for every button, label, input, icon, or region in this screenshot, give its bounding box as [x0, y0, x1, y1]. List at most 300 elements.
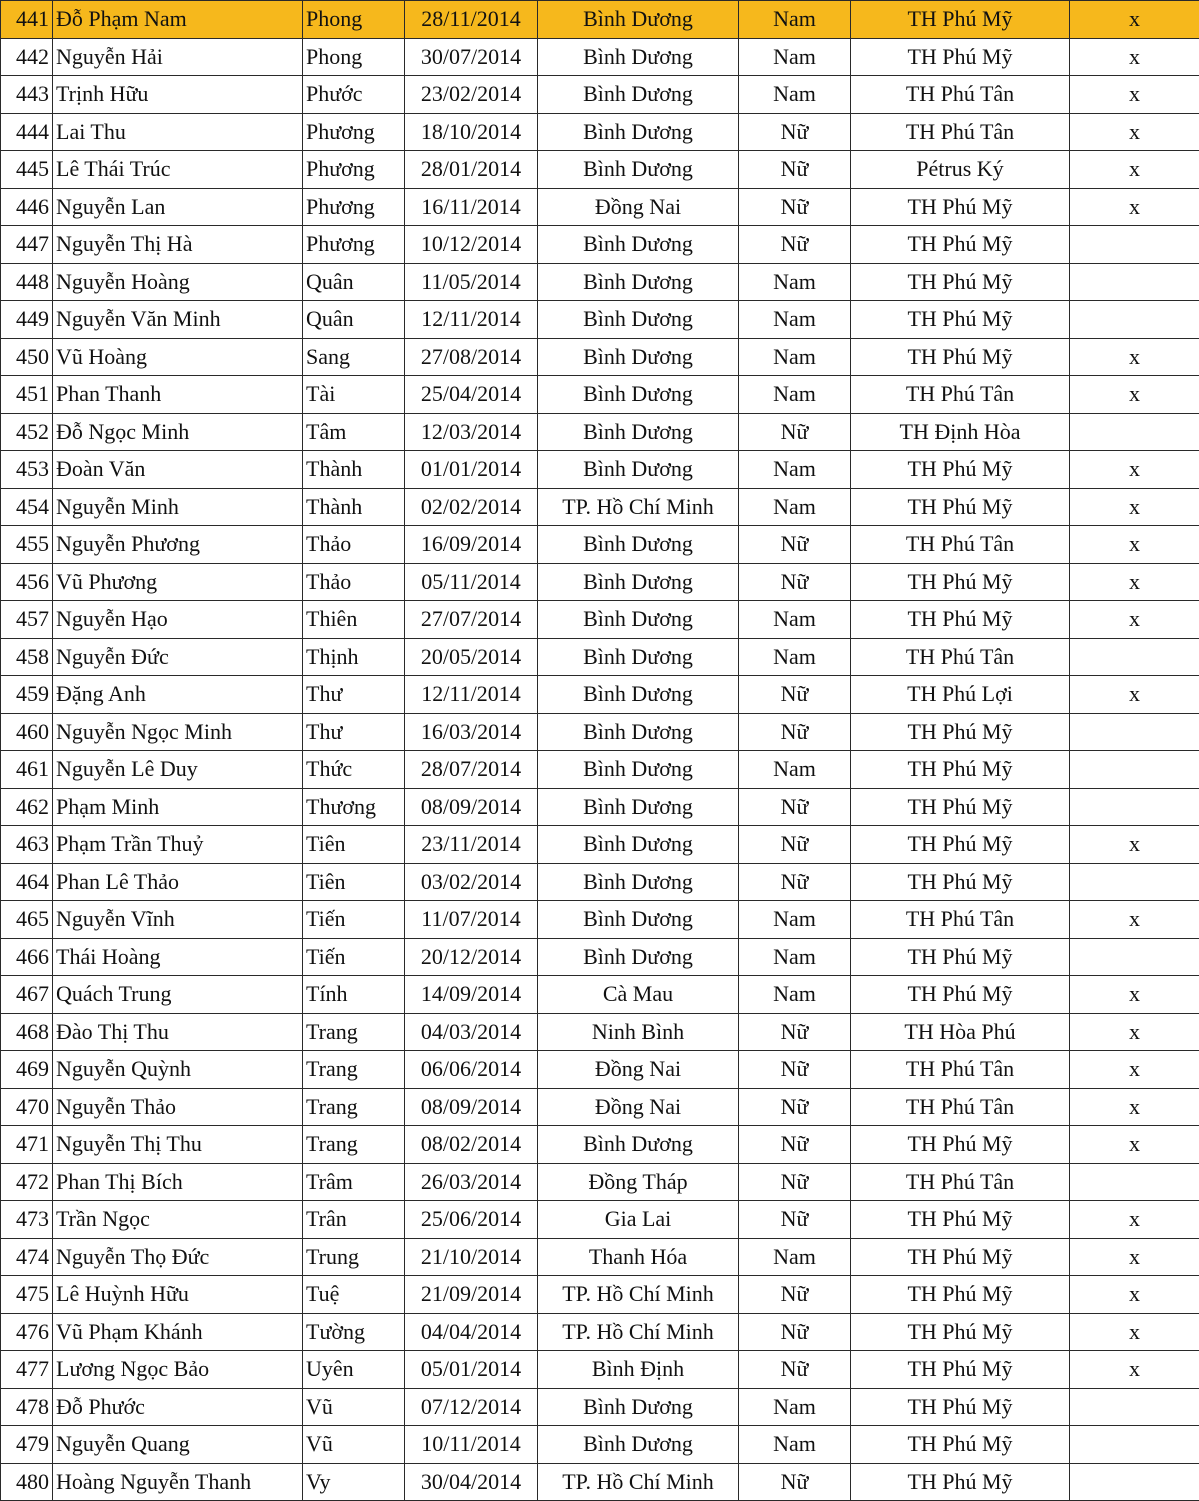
mark-cell: x	[1070, 1238, 1199, 1276]
mark-cell: x	[1070, 376, 1199, 414]
gender-cell: Nữ	[739, 563, 851, 601]
school-cell: TH Phú Tân	[851, 638, 1070, 676]
mark-cell: x	[1070, 1351, 1199, 1389]
mark-cell: x	[1070, 601, 1199, 639]
gender-cell: Nam	[739, 976, 851, 1014]
row-number: 455	[1, 526, 53, 564]
gender-cell: Nam	[739, 263, 851, 301]
surname-cell: Phạm Minh	[53, 788, 303, 826]
table-row	[1, 413, 1199, 451]
mark-cell: x	[1070, 76, 1199, 114]
table-row	[1, 1388, 1199, 1426]
birthplace-cell: Bình Dương	[538, 1426, 739, 1464]
surname-cell: Hoàng Nguyễn Thanh	[53, 1463, 303, 1501]
school-cell: TH Phú Mỹ	[851, 1463, 1070, 1501]
table-row	[1, 526, 1199, 564]
given-name-cell: Sang	[303, 338, 405, 376]
gender-cell: Nữ	[739, 113, 851, 151]
surname-cell: Thái Hoàng	[53, 938, 303, 976]
gender-cell: Nữ	[739, 1013, 851, 1051]
school-cell: TH Phú Mỹ	[851, 563, 1070, 601]
gender-cell: Nam	[739, 376, 851, 414]
table-row	[1, 601, 1199, 639]
gender-cell: Nữ	[739, 151, 851, 189]
table-row	[1, 826, 1199, 864]
mark-cell	[1070, 713, 1199, 751]
given-name-cell: Phương	[303, 151, 405, 189]
birthplace-cell: Bình Định	[538, 1351, 739, 1389]
surname-cell: Lai Thu	[53, 113, 303, 151]
gender-cell: Nữ	[739, 226, 851, 264]
mark-cell: x	[1070, 151, 1199, 189]
mark-cell: x	[1070, 1051, 1199, 1089]
birthplace-cell: Bình Dương	[538, 151, 739, 189]
surname-cell: Lê Huỳnh Hữu	[53, 1276, 303, 1314]
row-number: 456	[1, 563, 53, 601]
given-name-cell: Phước	[303, 76, 405, 114]
given-name-cell: Quân	[303, 301, 405, 339]
gender-cell: Nữ	[739, 188, 851, 226]
school-cell: TH Phú Mỹ	[851, 976, 1070, 1014]
surname-cell: Trịnh Hữu	[53, 76, 303, 114]
birth-date-cell: 12/03/2014	[405, 413, 538, 451]
table-row	[1, 1351, 1199, 1389]
birth-date-cell: 16/09/2014	[405, 526, 538, 564]
row-number: 472	[1, 1163, 53, 1201]
surname-cell: Nguyễn Thảo	[53, 1088, 303, 1126]
birthplace-cell: Bình Dương	[538, 113, 739, 151]
mark-cell: x	[1070, 1013, 1199, 1051]
school-cell: TH Phú Tân	[851, 1163, 1070, 1201]
school-cell: TH Phú Tân	[851, 113, 1070, 151]
given-name-cell: Tâm	[303, 413, 405, 451]
school-cell: TH Phú Mỹ	[851, 1276, 1070, 1314]
given-name-cell: Thương	[303, 788, 405, 826]
given-name-cell: Tính	[303, 976, 405, 1014]
gender-cell: Nam	[739, 451, 851, 489]
given-name-cell: Thảo	[303, 563, 405, 601]
birthplace-cell: Đồng Nai	[538, 1088, 739, 1126]
table-row	[1, 338, 1199, 376]
table-row	[1, 451, 1199, 489]
table-row	[1, 1276, 1199, 1314]
mark-cell: x	[1070, 1, 1199, 39]
row-number: 478	[1, 1388, 53, 1426]
given-name-cell: Vũ	[303, 1426, 405, 1464]
school-cell: TH Phú Mỹ	[851, 263, 1070, 301]
school-cell: TH Phú Mỹ	[851, 1238, 1070, 1276]
birth-date-cell: 23/02/2014	[405, 76, 538, 114]
given-name-cell: Tiên	[303, 863, 405, 901]
birthplace-cell: Ninh Bình	[538, 1013, 739, 1051]
given-name-cell: Vũ	[303, 1388, 405, 1426]
given-name-cell: Vy	[303, 1463, 405, 1501]
surname-cell: Lương Ngọc Bảo	[53, 1351, 303, 1389]
school-cell: TH Phú Tân	[851, 526, 1070, 564]
table-row	[1, 376, 1199, 414]
row-number: 442	[1, 38, 53, 76]
school-cell: TH Phú Mỹ	[851, 713, 1070, 751]
school-cell: TH Phú Mỹ	[851, 488, 1070, 526]
school-cell: TH Phú Mỹ	[851, 188, 1070, 226]
surname-cell: Vũ Phạm Khánh	[53, 1313, 303, 1351]
birthplace-cell: Đồng Tháp	[538, 1163, 739, 1201]
mark-cell: x	[1070, 1313, 1199, 1351]
school-cell: TH Phú Mỹ	[851, 938, 1070, 976]
surname-cell: Trần Ngọc	[53, 1201, 303, 1239]
row-number: 454	[1, 488, 53, 526]
gender-cell: Nam	[739, 601, 851, 639]
birth-date-cell: 10/12/2014	[405, 226, 538, 264]
gender-cell: Nam	[739, 338, 851, 376]
row-number: 469	[1, 1051, 53, 1089]
given-name-cell: Trung	[303, 1238, 405, 1276]
gender-cell: Nữ	[739, 676, 851, 714]
mark-cell: x	[1070, 1201, 1199, 1239]
birth-date-cell: 14/09/2014	[405, 976, 538, 1014]
birth-date-cell: 27/08/2014	[405, 338, 538, 376]
gender-cell: Nữ	[739, 713, 851, 751]
birthplace-cell: Bình Dương	[538, 638, 739, 676]
table-row	[1, 1051, 1199, 1089]
birth-date-cell: 21/10/2014	[405, 1238, 538, 1276]
given-name-cell: Thư	[303, 676, 405, 714]
row-number: 443	[1, 76, 53, 114]
mark-cell: x	[1070, 451, 1199, 489]
mark-cell	[1070, 413, 1199, 451]
row-number: 450	[1, 338, 53, 376]
row-number: 447	[1, 226, 53, 264]
row-number: 466	[1, 938, 53, 976]
surname-cell: Đặng Anh	[53, 676, 303, 714]
row-number: 475	[1, 1276, 53, 1314]
birthplace-cell: Bình Dương	[538, 1388, 739, 1426]
table-row	[1, 263, 1199, 301]
birth-date-cell: 20/12/2014	[405, 938, 538, 976]
school-cell: TH Phú Mỹ	[851, 1126, 1070, 1164]
school-cell: TH Phú Mỹ	[851, 301, 1070, 339]
table-row	[1, 976, 1199, 1014]
gender-cell: Nam	[739, 301, 851, 339]
table-row	[1, 1201, 1199, 1239]
gender-cell: Nữ	[739, 1313, 851, 1351]
row-number: 464	[1, 863, 53, 901]
birthplace-cell: Bình Dương	[538, 863, 739, 901]
given-name-cell: Phương	[303, 113, 405, 151]
surname-cell: Nguyễn Văn Minh	[53, 301, 303, 339]
birth-date-cell: 12/11/2014	[405, 301, 538, 339]
birthplace-cell: Bình Dương	[538, 338, 739, 376]
surname-cell: Phan Lê Thảo	[53, 863, 303, 901]
birthplace-cell: Bình Dương	[538, 901, 739, 939]
birth-date-cell: 05/01/2014	[405, 1351, 538, 1389]
school-cell: TH Phú Mỹ	[851, 751, 1070, 789]
gender-cell: Nữ	[739, 1351, 851, 1389]
school-cell: TH Phú Mỹ	[851, 1388, 1070, 1426]
table-row	[1, 1, 1199, 39]
given-name-cell: Tường	[303, 1313, 405, 1351]
birth-date-cell: 28/01/2014	[405, 151, 538, 189]
surname-cell: Nguyễn Đức	[53, 638, 303, 676]
birth-date-cell: 04/03/2014	[405, 1013, 538, 1051]
gender-cell: Nam	[739, 488, 851, 526]
given-name-cell: Phương	[303, 226, 405, 264]
surname-cell: Nguyễn Hạo	[53, 601, 303, 639]
birthplace-cell: Bình Dương	[538, 451, 739, 489]
birthplace-cell: Bình Dương	[538, 826, 739, 864]
given-name-cell: Trang	[303, 1051, 405, 1089]
given-name-cell: Thịnh	[303, 638, 405, 676]
mark-cell: x	[1070, 338, 1199, 376]
birthplace-cell: TP. Hồ Chí Minh	[538, 1463, 739, 1501]
table-row	[1, 1313, 1199, 1351]
birthplace-cell: Bình Dương	[538, 38, 739, 76]
birthplace-cell: TP. Hồ Chí Minh	[538, 1276, 739, 1314]
birthplace-cell: Đồng Nai	[538, 188, 739, 226]
school-cell: TH Phú Mỹ	[851, 1201, 1070, 1239]
table-row	[1, 901, 1199, 939]
surname-cell: Nguyễn Minh	[53, 488, 303, 526]
given-name-cell: Thành	[303, 451, 405, 489]
school-cell: TH Phú Tân	[851, 1051, 1070, 1089]
table-row	[1, 938, 1199, 976]
school-cell: TH Hòa Phú	[851, 1013, 1070, 1051]
birth-date-cell: 03/02/2014	[405, 863, 538, 901]
gender-cell: Nữ	[739, 1126, 851, 1164]
mark-cell: x	[1070, 976, 1199, 1014]
surname-cell: Nguyễn Hoàng	[53, 263, 303, 301]
surname-cell: Nguyễn Vĩnh	[53, 901, 303, 939]
surname-cell: Phan Thanh	[53, 376, 303, 414]
row-number: 467	[1, 976, 53, 1014]
birth-date-cell: 08/09/2014	[405, 1088, 538, 1126]
row-number: 471	[1, 1126, 53, 1164]
surname-cell: Nguyễn Quỳnh	[53, 1051, 303, 1089]
row-number: 474	[1, 1238, 53, 1276]
table-row	[1, 713, 1199, 751]
birth-date-cell: 28/07/2014	[405, 751, 538, 789]
surname-cell: Nguyễn Hải	[53, 38, 303, 76]
birth-date-cell: 16/03/2014	[405, 713, 538, 751]
birthplace-cell: Bình Dương	[538, 526, 739, 564]
school-cell: TH Phú Mỹ	[851, 1313, 1070, 1351]
mark-cell	[1070, 863, 1199, 901]
table-row	[1, 751, 1199, 789]
school-cell: Pétrus Ký	[851, 151, 1070, 189]
birth-date-cell: 10/11/2014	[405, 1426, 538, 1464]
gender-cell: Nữ	[739, 413, 851, 451]
birthplace-cell: Bình Dương	[538, 751, 739, 789]
birth-date-cell: 06/06/2014	[405, 1051, 538, 1089]
mark-cell	[1070, 788, 1199, 826]
birth-date-cell: 08/02/2014	[405, 1126, 538, 1164]
birth-date-cell: 30/04/2014	[405, 1463, 538, 1501]
birthplace-cell: Bình Dương	[538, 563, 739, 601]
table-body	[1, 1, 1199, 1501]
surname-cell: Phan Thị Bích	[53, 1163, 303, 1201]
row-number: 459	[1, 676, 53, 714]
surname-cell: Vũ Hoàng	[53, 338, 303, 376]
mark-cell	[1070, 263, 1199, 301]
given-name-cell: Thành	[303, 488, 405, 526]
row-number: 446	[1, 188, 53, 226]
school-cell: TH Phú Mỹ	[851, 338, 1070, 376]
row-number: 462	[1, 788, 53, 826]
birthplace-cell: Đồng Nai	[538, 1051, 739, 1089]
table-row	[1, 563, 1199, 601]
table-row	[1, 38, 1199, 76]
table-row	[1, 863, 1199, 901]
row-number: 444	[1, 113, 53, 151]
gender-cell: Nam	[739, 938, 851, 976]
surname-cell: Đỗ Ngọc Minh	[53, 413, 303, 451]
gender-cell: Nam	[739, 1238, 851, 1276]
school-cell: TH Phú Mỹ	[851, 1351, 1070, 1389]
gender-cell: Nam	[739, 638, 851, 676]
gender-cell: Nam	[739, 901, 851, 939]
mark-cell	[1070, 751, 1199, 789]
birthplace-cell: Thanh Hóa	[538, 1238, 739, 1276]
mark-cell: x	[1070, 1276, 1199, 1314]
birthplace-cell: Bình Dương	[538, 301, 739, 339]
gender-cell: Nữ	[739, 826, 851, 864]
row-number: 453	[1, 451, 53, 489]
row-number: 465	[1, 901, 53, 939]
mark-cell	[1070, 1463, 1199, 1501]
mark-cell	[1070, 938, 1199, 976]
row-number: 445	[1, 151, 53, 189]
mark-cell: x	[1070, 563, 1199, 601]
given-name-cell: Tuệ	[303, 1276, 405, 1314]
mark-cell	[1070, 301, 1199, 339]
school-cell: TH Phú Mỹ	[851, 601, 1070, 639]
given-name-cell: Tài	[303, 376, 405, 414]
birthplace-cell: Bình Dương	[538, 713, 739, 751]
mark-cell: x	[1070, 488, 1199, 526]
school-cell: TH Phú Mỹ	[851, 863, 1070, 901]
school-cell: TH Phú Mỹ	[851, 451, 1070, 489]
row-number: 448	[1, 263, 53, 301]
row-number: 470	[1, 1088, 53, 1126]
birthplace-cell: TP. Hồ Chí Minh	[538, 1313, 739, 1351]
surname-cell: Nguyễn Ngọc Minh	[53, 713, 303, 751]
mark-cell: x	[1070, 676, 1199, 714]
mark-cell: x	[1070, 38, 1199, 76]
surname-cell: Đỗ Phước	[53, 1388, 303, 1426]
mark-cell	[1070, 638, 1199, 676]
birth-date-cell: 25/06/2014	[405, 1201, 538, 1239]
birth-date-cell: 16/11/2014	[405, 188, 538, 226]
given-name-cell: Thảo	[303, 526, 405, 564]
mark-cell: x	[1070, 526, 1199, 564]
row-number: 463	[1, 826, 53, 864]
table-row	[1, 301, 1199, 339]
surname-cell: Phạm Trần Thuỷ	[53, 826, 303, 864]
birthplace-cell: Bình Dương	[538, 938, 739, 976]
school-cell: TH Phú Tân	[851, 376, 1070, 414]
row-number: 460	[1, 713, 53, 751]
table-row	[1, 638, 1199, 676]
birthplace-cell: Cà Mau	[538, 976, 739, 1014]
gender-cell: Nam	[739, 38, 851, 76]
birth-date-cell: 01/01/2014	[405, 451, 538, 489]
row-number: 473	[1, 1201, 53, 1239]
birthplace-cell: Bình Dương	[538, 1, 739, 39]
gender-cell: Nữ	[739, 1163, 851, 1201]
school-cell: TH Phú Lợi	[851, 676, 1070, 714]
school-cell: TH Phú Mỹ	[851, 38, 1070, 76]
birthplace-cell: Bình Dương	[538, 601, 739, 639]
table-row	[1, 1013, 1199, 1051]
birth-date-cell: 26/03/2014	[405, 1163, 538, 1201]
surname-cell: Đoàn Văn	[53, 451, 303, 489]
table-row	[1, 1126, 1199, 1164]
given-name-cell: Trân	[303, 1201, 405, 1239]
school-cell: TH Định Hòa	[851, 413, 1070, 451]
mark-cell	[1070, 1388, 1199, 1426]
birth-date-cell: 18/10/2014	[405, 113, 538, 151]
birthplace-cell: Bình Dương	[538, 76, 739, 114]
table-row	[1, 1426, 1199, 1464]
gender-cell: Nữ	[739, 1088, 851, 1126]
row-number: 449	[1, 301, 53, 339]
birth-date-cell: 08/09/2014	[405, 788, 538, 826]
surname-cell: Nguyễn Thọ Đức	[53, 1238, 303, 1276]
birth-date-cell: 11/05/2014	[405, 263, 538, 301]
table-row	[1, 788, 1199, 826]
mark-cell: x	[1070, 1126, 1199, 1164]
row-number: 457	[1, 601, 53, 639]
school-cell: TH Phú Mỹ	[851, 226, 1070, 264]
school-cell: TH Phú Mỹ	[851, 826, 1070, 864]
gender-cell: Nam	[739, 1, 851, 39]
mark-cell: x	[1070, 188, 1199, 226]
mark-cell	[1070, 1426, 1199, 1464]
surname-cell: Nguyễn Quang	[53, 1426, 303, 1464]
given-name-cell: Thư	[303, 713, 405, 751]
table-row	[1, 151, 1199, 189]
given-name-cell: Tiến	[303, 901, 405, 939]
birthplace-cell: Bình Dương	[538, 263, 739, 301]
row-number: 451	[1, 376, 53, 414]
row-number: 458	[1, 638, 53, 676]
gender-cell: Nữ	[739, 1051, 851, 1089]
table-row	[1, 1163, 1199, 1201]
row-number: 479	[1, 1426, 53, 1464]
birthplace-cell: Bình Dương	[538, 226, 739, 264]
mark-cell: x	[1070, 1088, 1199, 1126]
school-cell: TH Phú Mỹ	[851, 1426, 1070, 1464]
birth-date-cell: 21/09/2014	[405, 1276, 538, 1314]
surname-cell: Lê Thái Trúc	[53, 151, 303, 189]
school-cell: TH Phú Tân	[851, 76, 1070, 114]
row-number: 441	[1, 1, 53, 39]
table-row	[1, 113, 1199, 151]
gender-cell: Nam	[739, 751, 851, 789]
school-cell: TH Phú Mỹ	[851, 788, 1070, 826]
given-name-cell: Trang	[303, 1126, 405, 1164]
school-cell: TH Phú Tân	[851, 1088, 1070, 1126]
row-number: 461	[1, 751, 53, 789]
gender-cell: Nam	[739, 1426, 851, 1464]
surname-cell: Vũ Phương	[53, 563, 303, 601]
row-number: 476	[1, 1313, 53, 1351]
gender-cell: Nữ	[739, 863, 851, 901]
given-name-cell: Thức	[303, 751, 405, 789]
birth-date-cell: 27/07/2014	[405, 601, 538, 639]
birthplace-cell: TP. Hồ Chí Minh	[538, 488, 739, 526]
given-name-cell: Thiên	[303, 601, 405, 639]
